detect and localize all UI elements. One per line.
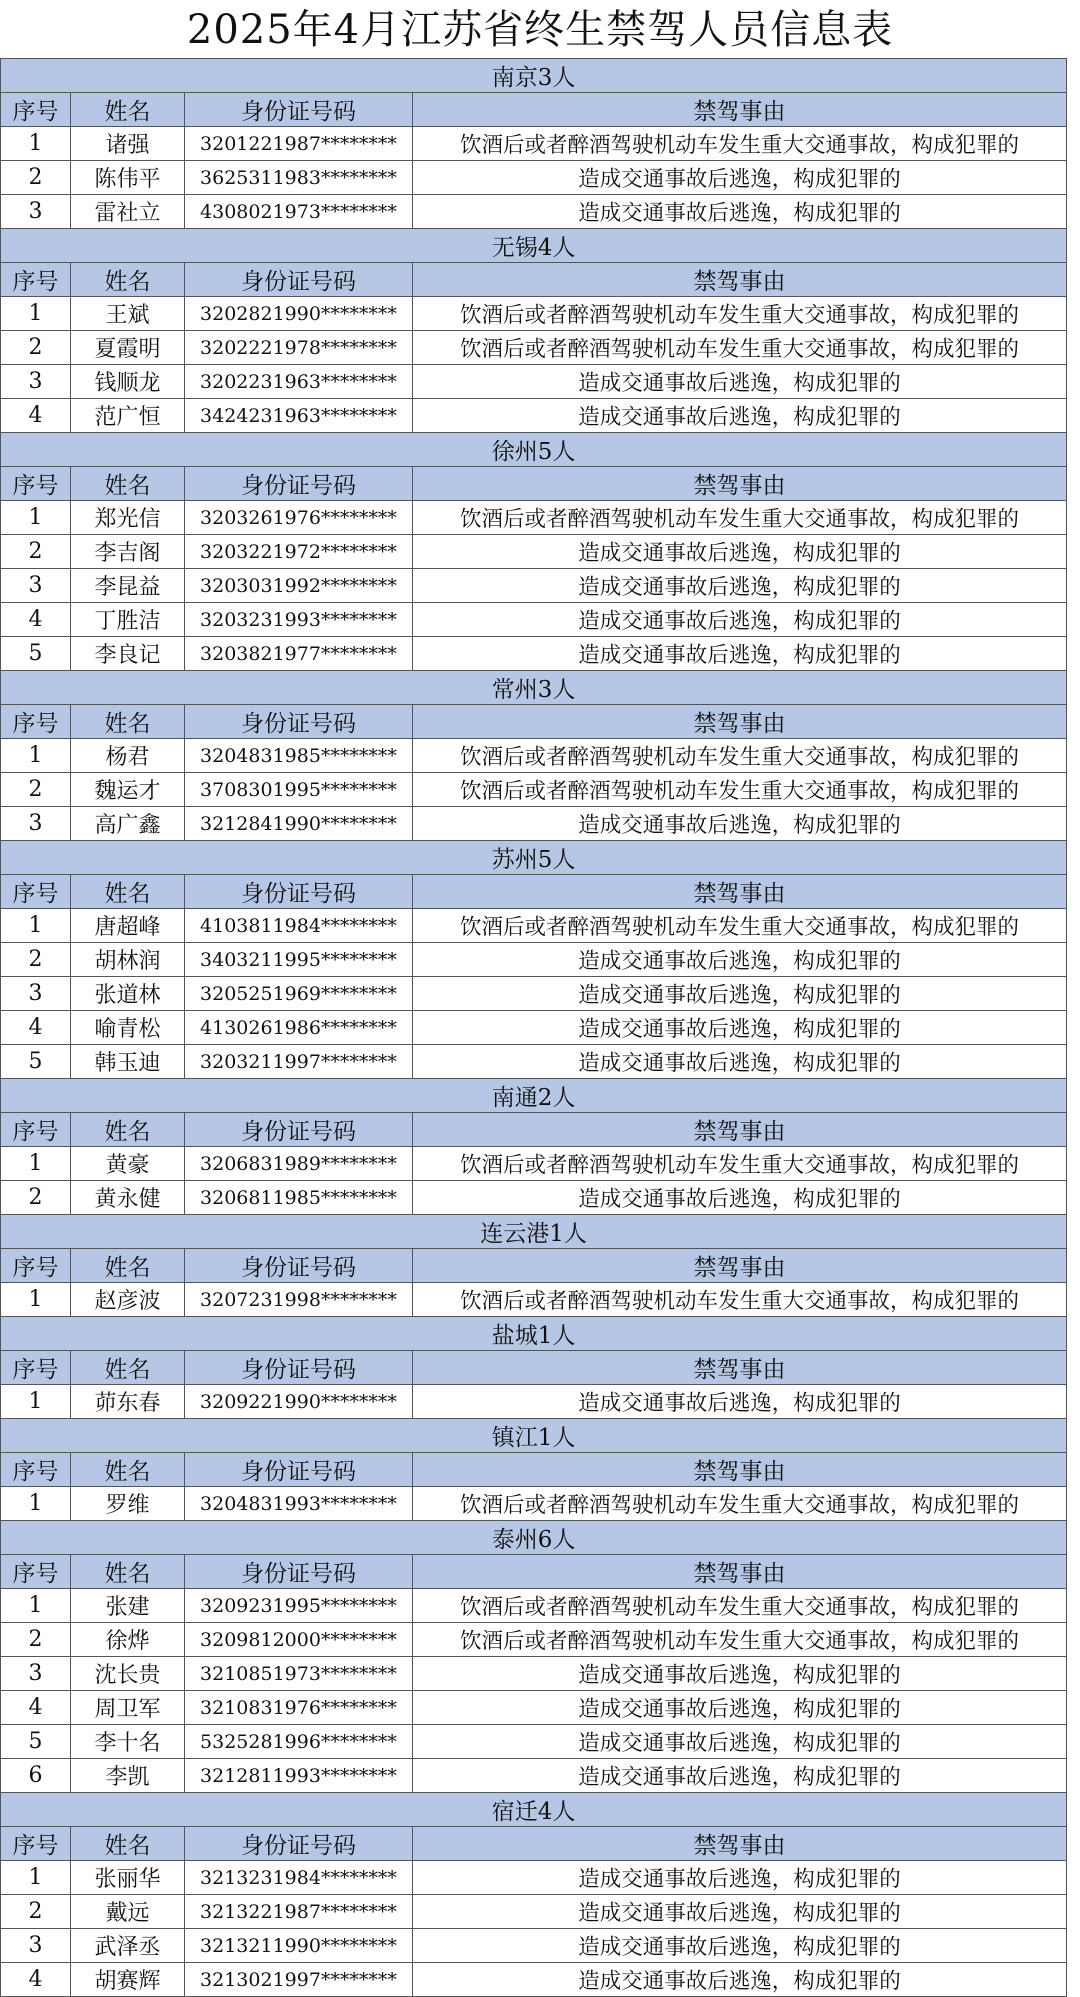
column-header-row <box>1 263 1067 297</box>
cell-reason: 造成交通事故后逃逸，构成犯罪的 <box>413 1963 1067 1997</box>
table-row <box>1 807 1067 841</box>
col-header-idno: 身份证号码 <box>185 467 413 501</box>
table-row <box>1 1861 1067 1895</box>
col-header-name: 姓名 <box>71 93 185 127</box>
cell-seq: 4 <box>1 1691 71 1725</box>
city-title: 镇江1人 <box>1 1419 1067 1453</box>
cell-idno: 3206831989******** <box>185 1147 413 1181</box>
page-title: 2025年4月江苏省终生禁驾人员信息表 <box>186 7 894 53</box>
cell-name: 李良记 <box>71 637 185 671</box>
cell-reason: 造成交通事故后逃逸，构成犯罪的 <box>413 603 1067 637</box>
city-header-row <box>1 1793 1067 1827</box>
cell-idno: 3203231993******** <box>185 603 413 637</box>
cell-seq: 4 <box>1 399 71 433</box>
city-title: 宿迁4人 <box>1 1793 1067 1827</box>
table-row <box>1 1385 1067 1419</box>
cell-reason: 饮酒后或者醉酒驾驶机动车发生重大交通事故，构成犯罪的 <box>413 1623 1067 1657</box>
cell-idno: 3206811985******** <box>185 1181 413 1215</box>
cell-reason: 造成交通事故后逃逸，构成犯罪的 <box>413 1929 1067 1963</box>
col-header-reason: 禁驾事由 <box>413 875 1067 909</box>
col-header-reason: 禁驾事由 <box>413 1351 1067 1385</box>
col-header-reason: 禁驾事由 <box>413 1827 1067 1861</box>
city-title: 徐州5人 <box>1 433 1067 467</box>
cell-seq: 6 <box>1 1759 71 1793</box>
cell-reason: 饮酒后或者醉酒驾驶机动车发生重大交通事故，构成犯罪的 <box>413 1283 1067 1317</box>
city-header-row <box>1 1419 1067 1453</box>
col-header-seq: 序号 <box>1 1249 71 1283</box>
cell-seq: 2 <box>1 535 71 569</box>
cell-seq: 1 <box>1 739 71 773</box>
cell-reason: 饮酒后或者醉酒驾驶机动车发生重大交通事故，构成犯罪的 <box>413 297 1067 331</box>
table-row <box>1 1011 1067 1045</box>
cell-name: 胡林润 <box>71 943 185 977</box>
table-row <box>1 1759 1067 1793</box>
cell-seq: 3 <box>1 1657 71 1691</box>
col-header-seq: 序号 <box>1 93 71 127</box>
table-row <box>1 977 1067 1011</box>
cell-seq: 1 <box>1 1147 71 1181</box>
cell-idno: 3424231963******** <box>185 399 413 433</box>
cell-idno: 3202231963******** <box>185 365 413 399</box>
table-row <box>1 603 1067 637</box>
col-header-name: 姓名 <box>71 1351 185 1385</box>
cell-name: 王斌 <box>71 297 185 331</box>
cell-name: 丁胜洁 <box>71 603 185 637</box>
table-row <box>1 297 1067 331</box>
col-header-name: 姓名 <box>71 467 185 501</box>
city-header-row <box>1 1079 1067 1113</box>
cell-seq: 2 <box>1 1895 71 1929</box>
cell-idno: 3210851973******** <box>185 1657 413 1691</box>
cell-reason: 造成交通事故后逃逸，构成犯罪的 <box>413 807 1067 841</box>
col-header-reason: 禁驾事由 <box>413 1555 1067 1589</box>
cell-idno: 3203261976******** <box>185 501 413 535</box>
col-header-idno: 身份证号码 <box>185 1555 413 1589</box>
cell-seq: 4 <box>1 1963 71 1997</box>
cell-idno: 3209231995******** <box>185 1589 413 1623</box>
cell-seq: 2 <box>1 331 71 365</box>
cell-seq: 1 <box>1 127 71 161</box>
col-header-reason: 禁驾事由 <box>413 1453 1067 1487</box>
table-row <box>1 1487 1067 1521</box>
cell-reason: 饮酒后或者醉酒驾驶机动车发生重大交通事故，构成犯罪的 <box>413 1147 1067 1181</box>
col-header-seq: 序号 <box>1 1827 71 1861</box>
col-header-idno: 身份证号码 <box>185 705 413 739</box>
table-row <box>1 1929 1067 1963</box>
cell-seq: 2 <box>1 1181 71 1215</box>
cell-reason: 饮酒后或者醉酒驾驶机动车发生重大交通事故，构成犯罪的 <box>413 909 1067 943</box>
col-header-idno: 身份证号码 <box>185 263 413 297</box>
cell-idno: 3203031992******** <box>185 569 413 603</box>
cell-seq: 3 <box>1 195 71 229</box>
cell-reason: 造成交通事故后逃逸，构成犯罪的 <box>413 1691 1067 1725</box>
cell-name: 沈长贵 <box>71 1657 185 1691</box>
col-header-name: 姓名 <box>71 1827 185 1861</box>
cell-reason: 造成交通事故后逃逸，构成犯罪的 <box>413 1385 1067 1419</box>
col-header-seq: 序号 <box>1 1555 71 1589</box>
cell-reason: 饮酒后或者醉酒驾驶机动车发生重大交通事故，构成犯罪的 <box>413 1487 1067 1521</box>
table-row <box>1 1147 1067 1181</box>
table-row <box>1 331 1067 365</box>
table-body <box>1 59 1067 1997</box>
col-header-name: 姓名 <box>71 875 185 909</box>
cell-reason: 造成交通事故后逃逸，构成犯罪的 <box>413 195 1067 229</box>
col-header-reason: 禁驾事由 <box>413 705 1067 739</box>
col-header-reason: 禁驾事由 <box>413 93 1067 127</box>
cell-name: 李凯 <box>71 1759 185 1793</box>
cell-seq: 3 <box>1 569 71 603</box>
cell-name: 喻青松 <box>71 1011 185 1045</box>
cell-name: 陈伟平 <box>71 161 185 195</box>
cell-seq: 1 <box>1 1283 71 1317</box>
city-title: 常州3人 <box>1 671 1067 705</box>
cell-name: 戴远 <box>71 1895 185 1929</box>
city-title: 连云港1人 <box>1 1215 1067 1249</box>
cell-idno: 3210831976******** <box>185 1691 413 1725</box>
city-title: 泰州6人 <box>1 1521 1067 1555</box>
table-row <box>1 399 1067 433</box>
cell-idno: 4130261986******** <box>185 1011 413 1045</box>
cell-reason: 造成交通事故后逃逸，构成犯罪的 <box>413 365 1067 399</box>
city-header-row <box>1 1317 1067 1351</box>
cell-idno: 3204831993******** <box>185 1487 413 1521</box>
cell-reason: 造成交通事故后逃逸，构成犯罪的 <box>413 569 1067 603</box>
col-header-name: 姓名 <box>71 1453 185 1487</box>
table-row <box>1 943 1067 977</box>
city-title: 苏州5人 <box>1 841 1067 875</box>
cell-name: 张建 <box>71 1589 185 1623</box>
cell-idno: 3203221972******** <box>185 535 413 569</box>
cell-reason: 造成交通事故后逃逸，构成犯罪的 <box>413 1181 1067 1215</box>
cell-idno: 3213221987******** <box>185 1895 413 1929</box>
cell-name: 李吉阁 <box>71 535 185 569</box>
col-header-idno: 身份证号码 <box>185 1249 413 1283</box>
col-header-idno: 身份证号码 <box>185 1351 413 1385</box>
cell-seq: 4 <box>1 1011 71 1045</box>
col-header-idno: 身份证号码 <box>185 1453 413 1487</box>
cell-seq: 1 <box>1 1589 71 1623</box>
column-header-row <box>1 1113 1067 1147</box>
table-row <box>1 501 1067 535</box>
col-header-name: 姓名 <box>71 1555 185 1589</box>
cell-idno: 3213211990******** <box>185 1929 413 1963</box>
cell-seq: 1 <box>1 1487 71 1521</box>
table-row <box>1 773 1067 807</box>
table-row <box>1 637 1067 671</box>
col-header-name: 姓名 <box>71 705 185 739</box>
cell-idno: 3201221987******** <box>185 127 413 161</box>
cell-reason: 造成交通事故后逃逸，构成犯罪的 <box>413 637 1067 671</box>
cell-seq: 1 <box>1 909 71 943</box>
cell-reason: 饮酒后或者醉酒驾驶机动车发生重大交通事故，构成犯罪的 <box>413 773 1067 807</box>
cell-idno: 3202821990******** <box>185 297 413 331</box>
table-row <box>1 1589 1067 1623</box>
cell-name: 夏霞明 <box>71 331 185 365</box>
cell-idno: 3203211997******** <box>185 1045 413 1079</box>
cell-reason: 造成交通事故后逃逸，构成犯罪的 <box>413 161 1067 195</box>
cell-seq: 1 <box>1 501 71 535</box>
cell-name: 张丽华 <box>71 1861 185 1895</box>
cell-idno: 3204831985******** <box>185 739 413 773</box>
table-row <box>1 535 1067 569</box>
city-header-row <box>1 1215 1067 1249</box>
cell-name: 徐烨 <box>71 1623 185 1657</box>
col-header-idno: 身份证号码 <box>185 875 413 909</box>
column-header-row <box>1 1555 1067 1589</box>
cell-name: 黄豪 <box>71 1147 185 1181</box>
cell-name: 诸强 <box>71 127 185 161</box>
city-header-row <box>1 1521 1067 1555</box>
table-row <box>1 739 1067 773</box>
cell-reason: 造成交通事故后逃逸，构成犯罪的 <box>413 1861 1067 1895</box>
cell-reason: 造成交通事故后逃逸，构成犯罪的 <box>413 977 1067 1011</box>
column-header-row <box>1 1827 1067 1861</box>
cell-name: 魏运才 <box>71 773 185 807</box>
column-header-row <box>1 705 1067 739</box>
table-row <box>1 569 1067 603</box>
cell-seq: 2 <box>1 773 71 807</box>
cell-idno: 3213021997******** <box>185 1963 413 1997</box>
cell-seq: 2 <box>1 1623 71 1657</box>
cell-reason: 饮酒后或者醉酒驾驶机动车发生重大交通事故，构成犯罪的 <box>413 1589 1067 1623</box>
cell-name: 黄永健 <box>71 1181 185 1215</box>
cell-seq: 5 <box>1 1045 71 1079</box>
cell-name: 周卫军 <box>71 1691 185 1725</box>
table-row <box>1 1657 1067 1691</box>
city-title: 南京3人 <box>1 59 1067 93</box>
cell-name: 钱顺龙 <box>71 365 185 399</box>
cell-reason: 饮酒后或者醉酒驾驶机动车发生重大交通事故，构成犯罪的 <box>413 127 1067 161</box>
col-header-reason: 禁驾事由 <box>413 263 1067 297</box>
table-row <box>1 1895 1067 1929</box>
cell-reason: 造成交通事故后逃逸，构成犯罪的 <box>413 1725 1067 1759</box>
table-row <box>1 1691 1067 1725</box>
cell-idno: 3708301995******** <box>185 773 413 807</box>
cell-name: 李昆益 <box>71 569 185 603</box>
cell-seq: 3 <box>1 1929 71 1963</box>
cell-reason: 造成交通事故后逃逸，构成犯罪的 <box>413 535 1067 569</box>
cell-seq: 5 <box>1 637 71 671</box>
cell-seq: 2 <box>1 161 71 195</box>
cell-name: 胡赛辉 <box>71 1963 185 1997</box>
cell-reason: 造成交通事故后逃逸，构成犯罪的 <box>413 1895 1067 1929</box>
col-header-seq: 序号 <box>1 263 71 297</box>
city-header-row <box>1 433 1067 467</box>
cell-reason: 饮酒后或者醉酒驾驶机动车发生重大交通事故，构成犯罪的 <box>413 331 1067 365</box>
city-header-row <box>1 59 1067 93</box>
col-header-seq: 序号 <box>1 875 71 909</box>
cell-idno: 3212841990******** <box>185 807 413 841</box>
cell-name: 范广恒 <box>71 399 185 433</box>
city-header-row <box>1 671 1067 705</box>
cell-name: 武泽丞 <box>71 1929 185 1963</box>
cell-name: 郑光信 <box>71 501 185 535</box>
cell-idno: 4308021973******** <box>185 195 413 229</box>
col-header-seq: 序号 <box>1 1453 71 1487</box>
cell-name: 杨君 <box>71 739 185 773</box>
cell-idno: 3213231984******** <box>185 1861 413 1895</box>
table-row <box>1 1045 1067 1079</box>
col-header-name: 姓名 <box>71 1249 185 1283</box>
cell-seq: 3 <box>1 977 71 1011</box>
cell-name: 雷社立 <box>71 195 185 229</box>
cell-name: 赵彦波 <box>71 1283 185 1317</box>
col-header-name: 姓名 <box>71 1113 185 1147</box>
table-row <box>1 1181 1067 1215</box>
cell-seq: 1 <box>1 1861 71 1895</box>
cell-name: 罗维 <box>71 1487 185 1521</box>
cell-idno: 3205251969******** <box>185 977 413 1011</box>
cell-reason: 造成交通事故后逃逸，构成犯罪的 <box>413 1045 1067 1079</box>
cell-reason: 造成交通事故后逃逸，构成犯罪的 <box>413 1759 1067 1793</box>
table-row <box>1 1283 1067 1317</box>
col-header-seq: 序号 <box>1 705 71 739</box>
column-header-row <box>1 875 1067 909</box>
cell-reason: 饮酒后或者醉酒驾驶机动车发生重大交通事故，构成犯罪的 <box>413 501 1067 535</box>
column-header-row <box>1 467 1067 501</box>
col-header-idno: 身份证号码 <box>185 1113 413 1147</box>
col-header-seq: 序号 <box>1 467 71 501</box>
cell-seq: 3 <box>1 807 71 841</box>
table-row <box>1 195 1067 229</box>
cell-name: 唐超峰 <box>71 909 185 943</box>
col-header-name: 姓名 <box>71 263 185 297</box>
table-row <box>1 161 1067 195</box>
cell-idno: 3202221978******** <box>185 331 413 365</box>
col-header-idno: 身份证号码 <box>185 1827 413 1861</box>
cell-idno: 3403211995******** <box>185 943 413 977</box>
cell-seq: 1 <box>1 1385 71 1419</box>
cell-reason: 造成交通事故后逃逸，构成犯罪的 <box>413 1657 1067 1691</box>
cell-seq: 2 <box>1 943 71 977</box>
col-header-seq: 序号 <box>1 1113 71 1147</box>
cell-idno: 4103811984******** <box>185 909 413 943</box>
cell-seq: 5 <box>1 1725 71 1759</box>
table-row <box>1 1623 1067 1657</box>
cell-seq: 4 <box>1 603 71 637</box>
cell-reason: 饮酒后或者醉酒驾驶机动车发生重大交通事故，构成犯罪的 <box>413 739 1067 773</box>
city-title: 无锡4人 <box>1 229 1067 263</box>
table-row <box>1 365 1067 399</box>
column-header-row <box>1 1453 1067 1487</box>
cell-seq: 1 <box>1 297 71 331</box>
cell-name: 张道林 <box>71 977 185 1011</box>
cell-name: 韩玉迪 <box>71 1045 185 1079</box>
column-header-row <box>1 1249 1067 1283</box>
cell-name: 茆东春 <box>71 1385 185 1419</box>
column-header-row <box>1 93 1067 127</box>
cell-idno: 3207231998******** <box>185 1283 413 1317</box>
cell-idno: 5325281996******** <box>185 1725 413 1759</box>
table-row <box>1 1963 1067 1997</box>
cell-idno: 3209812000******** <box>185 1623 413 1657</box>
city-title: 盐城1人 <box>1 1317 1067 1351</box>
city-header-row <box>1 229 1067 263</box>
col-header-seq: 序号 <box>1 1351 71 1385</box>
cell-name: 李十名 <box>71 1725 185 1759</box>
driving-ban-table <box>0 58 1067 1997</box>
city-title: 南通2人 <box>1 1079 1067 1113</box>
cell-name: 高广鑫 <box>71 807 185 841</box>
cell-reason: 造成交通事故后逃逸，构成犯罪的 <box>413 399 1067 433</box>
table-row <box>1 127 1067 161</box>
city-header-row <box>1 841 1067 875</box>
table-row <box>1 909 1067 943</box>
cell-idno: 3209221990******** <box>185 1385 413 1419</box>
column-header-row <box>1 1351 1067 1385</box>
col-header-reason: 禁驾事由 <box>413 467 1067 501</box>
cell-idno: 3625311983******** <box>185 161 413 195</box>
col-header-reason: 禁驾事由 <box>413 1249 1067 1283</box>
cell-idno: 3203821977******** <box>185 637 413 671</box>
col-header-reason: 禁驾事由 <box>413 1113 1067 1147</box>
cell-seq: 3 <box>1 365 71 399</box>
cell-reason: 造成交通事故后逃逸，构成犯罪的 <box>413 943 1067 977</box>
cell-idno: 3212811993******** <box>185 1759 413 1793</box>
cell-reason: 造成交通事故后逃逸，构成犯罪的 <box>413 1011 1067 1045</box>
table-row <box>1 1725 1067 1759</box>
col-header-idno: 身份证号码 <box>185 93 413 127</box>
